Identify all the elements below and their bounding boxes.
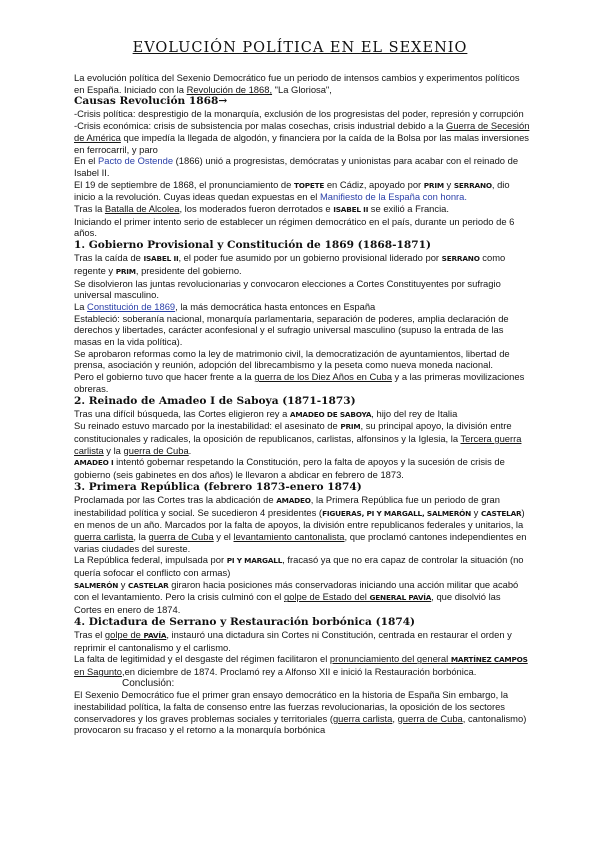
text: , la más democrática hasta entonces en España: [175, 300, 376, 312]
text: "La Gloriosa",: [272, 83, 332, 95]
heading-causas: Causas Revolución 1868→: [74, 95, 228, 108]
heading-section-4: 4. Dictadura de Serrano y Restauración borbónica (1874): [74, 615, 416, 628]
underlined-term: guerra de Cuba: [123, 444, 189, 456]
name-serrano: SERRANO: [441, 254, 480, 264]
paragraph-s2-3: [74, 456, 530, 480]
text: El Sexenio Democrático fue el primer gran ensayo democrático en la historia de España Sin embargo, la inestabilidad política, la falta de consenso entre las fuerzas revolucionarias, la oposición de los sectores conservadores y los graves problemas sociales y territoriales (: [74, 689, 509, 724]
paragraph-s1-3: [74, 301, 530, 313]
text: -Crisis económica: crisis de subsistencia por malas cosechas, crisis industrial debido a la: [74, 120, 447, 132]
intro-paragraph: [74, 72, 530, 95]
text: El 19 de septiembre de 1868, el pronunciamiento de: [74, 178, 294, 190]
paragraph-crisis-politica: -Crisis política: desprestigio de la monarquía, exclusión de los progresistas del poder, represión y corrupción: [74, 108, 524, 120]
text: intentó gobernar respetando la Constitución, pero la falta de apoyos y la sucesión de crisis de gobierno (seis gabinetes en dos años) le llevaron a abdicar en febrero de 1873.: [74, 456, 505, 481]
name-prim: PRIM: [115, 266, 136, 276]
text: Su reinado estuvo marcado por la inestabilidad: el asesinato de: [74, 420, 341, 432]
paragraph-s1-6: [74, 371, 530, 394]
text: , hijo del rey de Italia: [371, 407, 458, 419]
name-presidentes: FIGUERAS, PI Y MARGALL, SALMERÓN: [322, 508, 472, 518]
name-amadeo: AMADEO DE SABOYA: [289, 409, 372, 419]
name-serrano: SERRANO: [453, 180, 492, 190]
text: , fracasó ya que no era capaz de controlar la situación (no quería sofocar el conflicto con armas): [74, 554, 524, 579]
text: que impedía la llegada de algodón, y financiera por la caída de la Bolsa por las malas inversiones en ferrocarril, y paro: [74, 131, 529, 155]
paragraph-s2-2: [74, 420, 530, 456]
name-prim: PRIM: [423, 180, 444, 190]
text: La República federal, impulsada por: [74, 554, 227, 566]
heading-section-3: 3. Primera República (febrero 1873-enero 1874): [74, 480, 362, 493]
text: En el: [74, 155, 98, 167]
text: ) en menos de un año. Marcados por la falta de apoyos, la división entre republicanos federales y unitarios, la: [74, 506, 525, 531]
paragraph-conclusion: [74, 689, 530, 736]
text: , los moderados fueron derrotados e: [179, 203, 334, 215]
underlined-term: guerra de los Diez Años en Cuba: [254, 371, 392, 383]
text: La evolución política del Sexenio Democrático fue un periodo de intensos cambios y experimentos políticos en España. Iniciado con la: [74, 72, 520, 95]
paragraph-crisis-economica: [74, 120, 530, 155]
text: Tras el: [74, 628, 105, 640]
name-isabel-ii: ISABEL II: [333, 205, 369, 215]
document-title: EVOLUCIÓN POLÍTICA EN EL SEXENIO: [132, 40, 468, 56]
name-amadeo: AMADEO: [276, 495, 311, 505]
paragraph-iniciando: Iniciando el primer intento serio de establecer un régimen democrático en el país, durante un periodo de 6 años.: [74, 215, 515, 239]
text: y a las primeras movilizaciones obreras.: [74, 371, 525, 394]
text: La: [74, 300, 88, 312]
link-pacto-ostende[interactable]: Pacto de Ostende: [97, 155, 174, 167]
underlined-term: golpe de: [104, 628, 144, 640]
text: giraron hacia posiciones más conservadoras iniciando una acción militar que acabó con el levantamiento. Pero la crisis culminó con el: [74, 578, 519, 603]
text: , el poder fue asumido por un gobierno provisional liderado por: [178, 252, 442, 264]
underlined-term: Guerra de Secesión de América: [74, 120, 530, 143]
text: y: [118, 578, 129, 590]
paragraph-s1-4: Estableció: soberanía nacional, monarquía parlamentaria, separación de poderes, amplia declaración de derechos y libertades, carácter aconfesional y el sufragio universal masculino (supuso la entrada de las masas en la vida política).: [74, 312, 509, 348]
paragraph-s3-3: [74, 579, 530, 616]
text: y: [443, 178, 454, 190]
text: Pero el gobierno tuvo que hacer frente a la: [74, 371, 255, 383]
paragraph-s4-2: [74, 653, 530, 677]
paragraph-s3-2: [74, 554, 530, 578]
text: Proclamada por las Cortes tras la abdicación de: [74, 493, 277, 505]
heading-section-1: 1. Gobierno Provisional y Constitución de 1869 (1868-1871): [74, 239, 432, 252]
link-manifiesto[interactable]: Manifiesto de la España con honra.: [320, 191, 467, 203]
underlined-term: pronunciamiento del general: [329, 653, 451, 665]
underlined-term: golpe de Estado del: [284, 591, 370, 603]
underlined-term: levantamiento cantonalista: [233, 530, 345, 542]
name-castelar: CASTELAR: [480, 508, 522, 518]
text: se exilió a Francia.: [368, 203, 449, 215]
paragraph-s4-1: [74, 629, 530, 653]
paragraph-s1-1: [74, 252, 530, 277]
document-body: [74, 72, 530, 736]
paragraph-alcolea: [74, 203, 530, 216]
underlined-term: guerra carlista: [74, 530, 134, 542]
text: y la: [103, 444, 124, 456]
underlined-term: en Sagunto: [74, 665, 122, 677]
text: , que disolvió las Cortes en enero de 1874.: [74, 591, 501, 616]
text: , que proclamó cantones independientes en varias ciudades del sureste.: [74, 530, 527, 554]
link-constitucion-1869[interactable]: Constitución de 1869: [87, 300, 176, 312]
underlined-term: guerra carlista: [332, 712, 393, 724]
underlined-term: Tercera guerra carlista: [74, 432, 522, 456]
name-pi-y-margall: PI Y MARGALL: [226, 556, 283, 566]
name-salmeron: SALMERÓN: [74, 580, 119, 590]
heading-section-2: 2. Reinado de Amadeo I de Saboya (1871-1873): [74, 394, 356, 407]
name-topete: TOPETE: [293, 180, 325, 190]
text: , la Primera República fue un periodo de gran inestabilidad política y social. Se sucedieron 4 presidentes (: [74, 493, 500, 518]
text: , instauró una dictadura sin Cortes ni Constitución, centrada en restaurar el orden y reprimir el cantonalismo y el carlismo.: [74, 628, 512, 653]
paragraph-s1-5: Se aprobaron reformas como la ley de matrimonio civil, la democratización de ayuntamientos, libertad de prensa, asociación y reunión, adopción del librecambismo y la peseta como nueva moneda nacional.: [74, 347, 510, 371]
text: , cantonalismo) provocaron su fracaso y el retorno a la monarquía borbónica: [74, 712, 527, 736]
text: , dio inicio a la revolución. Cuyas ideas quedan expuestas en el: [74, 178, 510, 203]
text: , su principal apoyo, la división entre constitucionales y radicales, la oposición de republicanos, carlistas, alfonsinos y la Iglesia, la: [74, 420, 512, 444]
name-prim: PRIM: [340, 422, 361, 432]
text: y el: [213, 530, 234, 542]
text: como regente y: [74, 252, 506, 276]
underlined-term: guerra de Cuba: [148, 530, 214, 542]
text: (1866) unió a progresistas, demócratas y unionistas para acabar con el reinado de Isabel II.: [74, 155, 519, 178]
underlined-term: Batalla de Alcolea: [104, 203, 180, 215]
paragraph-s3-1: [74, 494, 530, 555]
text: en Cádiz, apoyado por: [324, 178, 424, 190]
name-general-pavia: GENERAL PAVÍA: [369, 593, 432, 603]
text: Tras la caída de: [74, 252, 144, 264]
paragraph-s2-1: [74, 408, 530, 421]
text: , la: [133, 530, 149, 542]
conclusion-label: Conclusión:: [122, 677, 175, 689]
text: y: [471, 506, 481, 518]
underlined-term: Revolución de 1868,: [186, 83, 273, 95]
text: Tras la: [74, 203, 105, 215]
text: , presidente del gobierno.: [135, 264, 242, 276]
name-isabel-ii: ISABEL II: [143, 254, 179, 264]
text: La falta de legitimidad y el desgaste del régimen facilitaron el: [74, 653, 330, 665]
underlined-term: guerra de Cuba: [397, 712, 463, 724]
name-castelar: CASTELAR: [128, 580, 169, 590]
name-amadeo: AMADEO I: [74, 458, 114, 468]
text: Tras una difícil búsqueda, las Cortes eligieron rey a: [74, 407, 290, 419]
name-martinez-campos: MARTÍNEZ CAMPOS: [450, 655, 528, 665]
name-pavia: PAVÍA: [143, 630, 167, 640]
paragraph-septiembre: [74, 179, 530, 203]
paragraph-s1-2: Se disolvieron las juntas revolucionarias y convocaron elecciones a Cortes Constituyentes por sufragio universal masculino.: [74, 277, 501, 301]
text: ,en diciembre de 1874. Proclamó rey a Alfonso XII e inició la Restauración borbónica.: [121, 665, 477, 677]
text: ,: [392, 712, 398, 724]
text: .: [188, 444, 192, 456]
paragraph-ostende: [74, 155, 530, 178]
